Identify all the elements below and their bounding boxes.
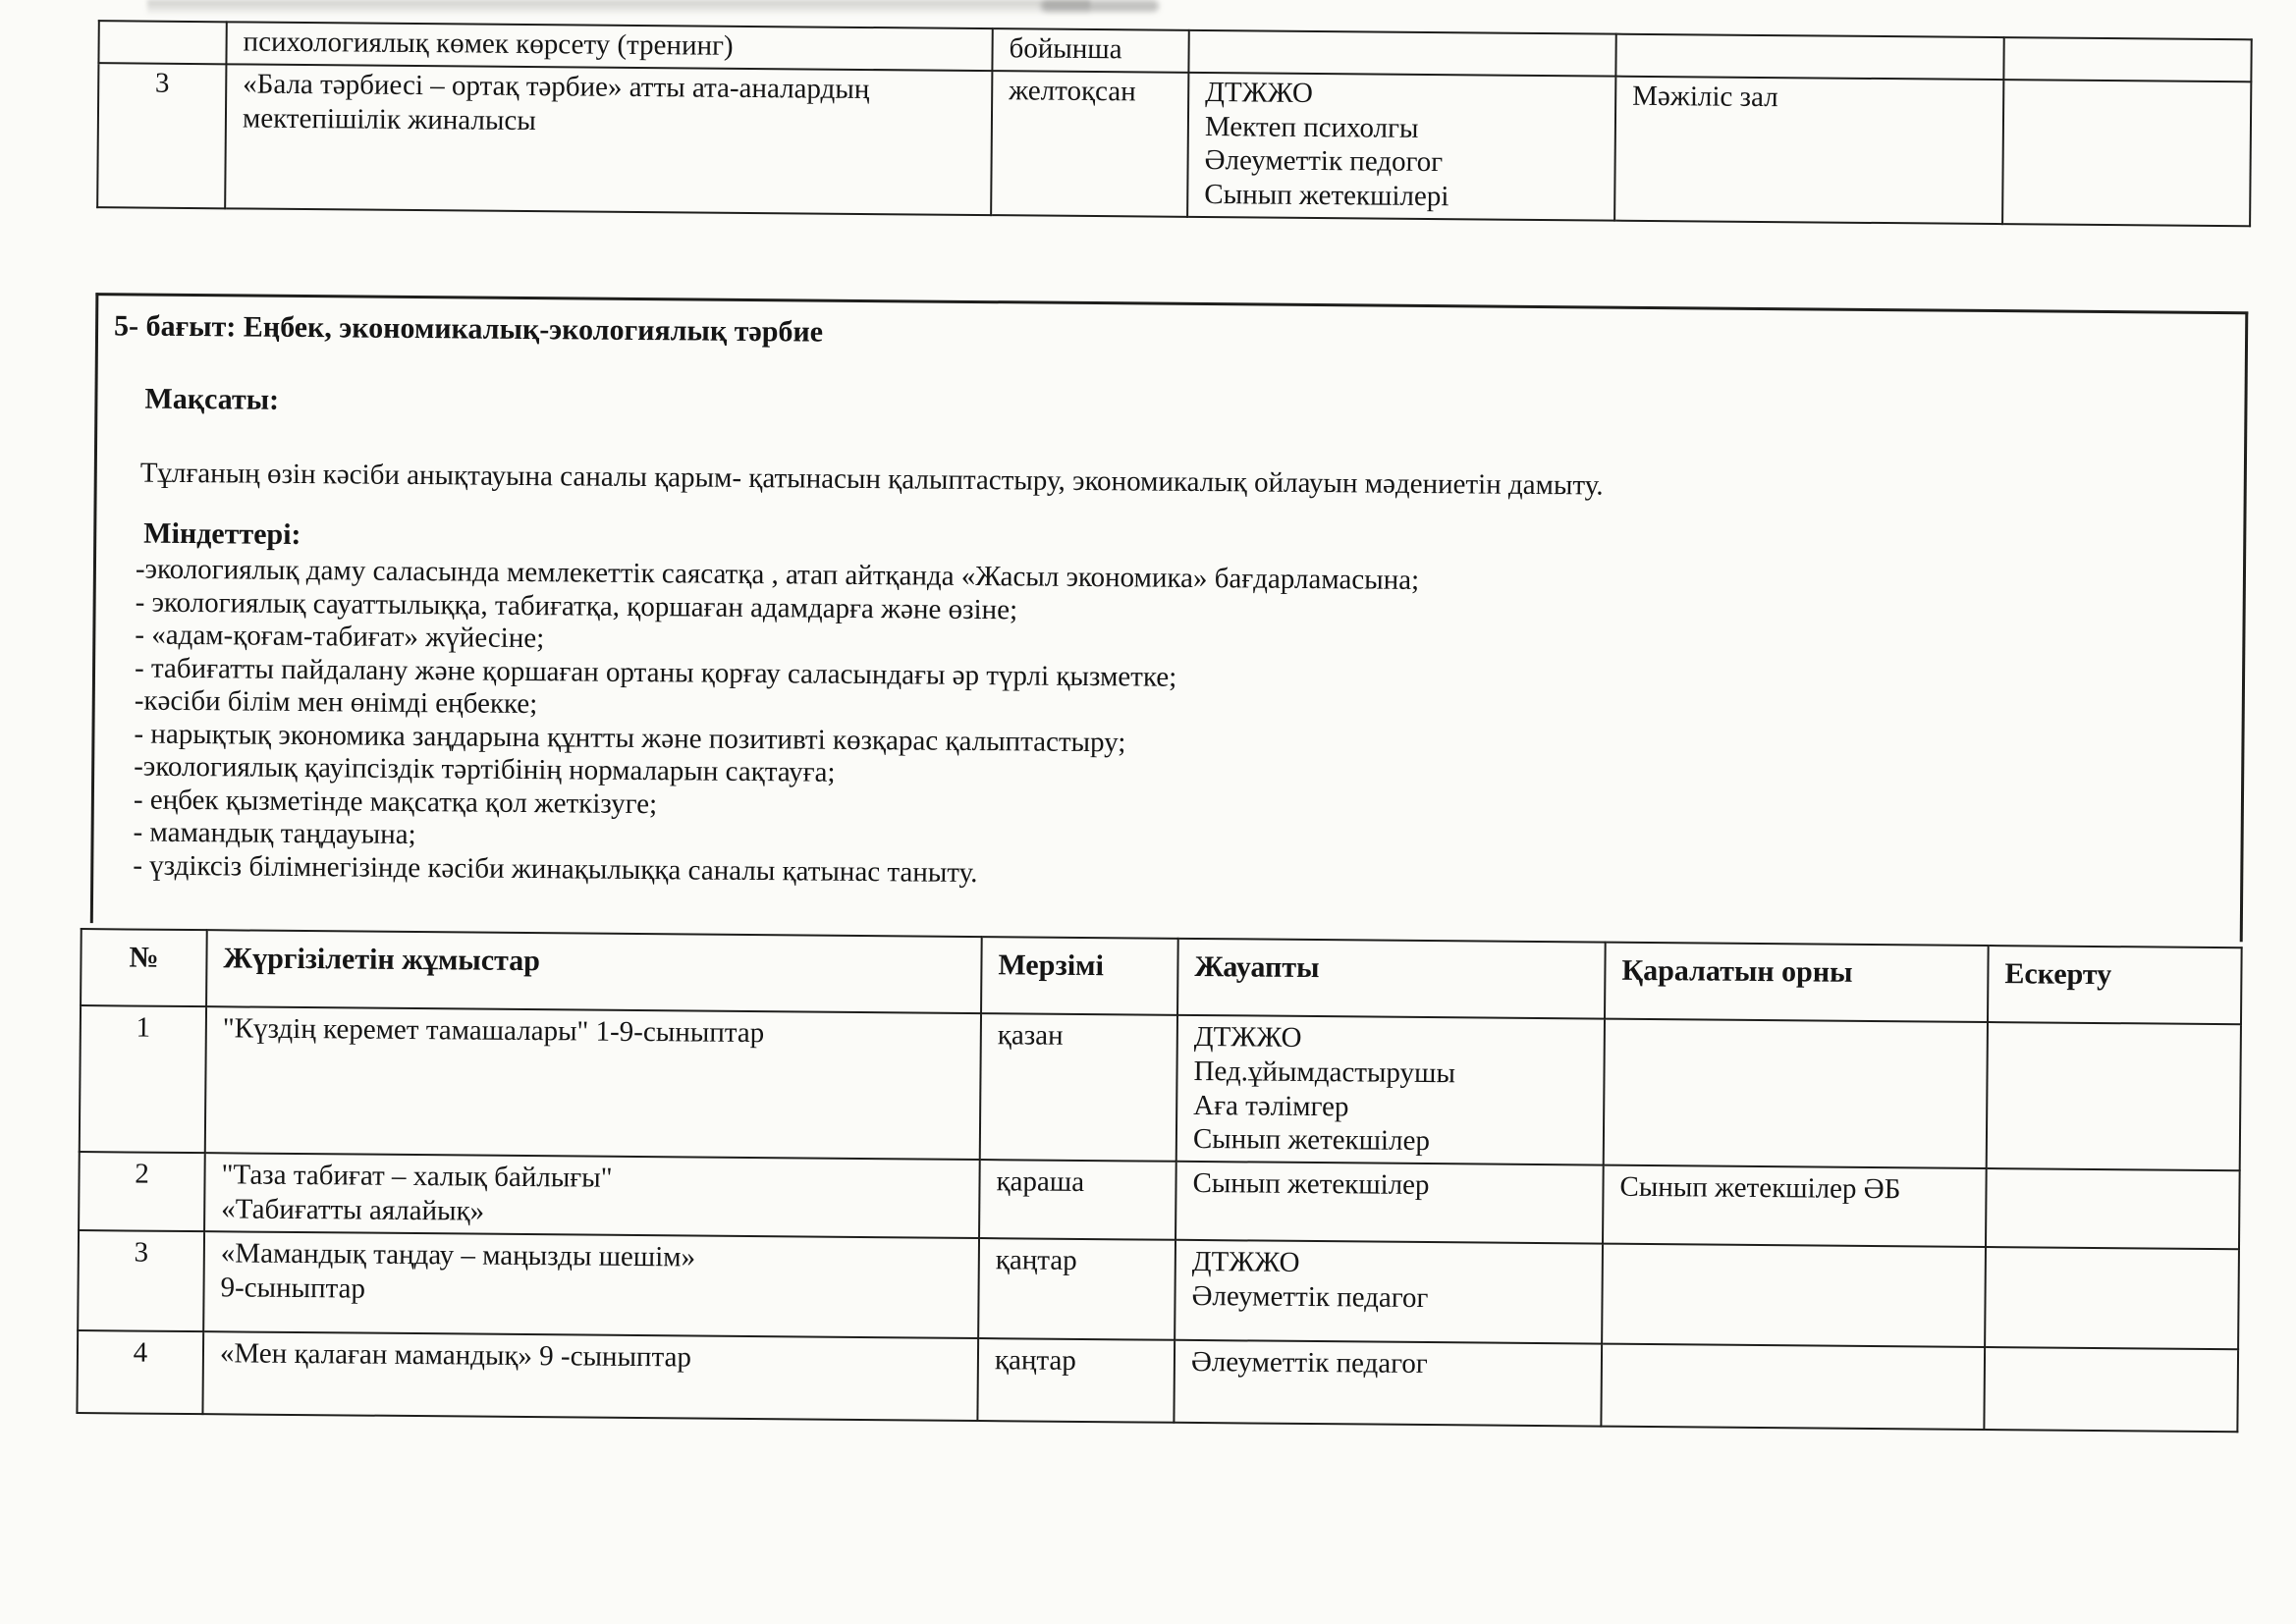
row-number-cell: 2 [79,1152,205,1231]
responsible-cell: ДТЖЖО Әлеуметтік педагог [1175,1240,1603,1344]
task-list [133,554,2243,901]
task-item: - мамандық таңдауына; [133,816,416,851]
section-title: 5- бағыт: Еңбек, экономикалық-экологиялық тәрбие [113,309,824,349]
note-cell [2003,37,2251,81]
col-header-work: Жүргізілетін жұмыстар [206,930,982,1013]
term-cell: қаңтар [977,1338,1175,1423]
term-cell: бойынша [992,28,1188,73]
task-item: -экологиялық қауіпсіздік тәртібінің нормаларын сақтауға; [134,750,836,788]
note-cell [1986,1168,2240,1249]
tasks-label: Міндеттері: [143,516,301,551]
term-cell: қаңтар [978,1238,1175,1340]
plan-table [76,928,2242,1433]
row-number-cell: 4 [77,1330,203,1414]
place-cell [1604,1019,1988,1169]
work-cell: «Мамандық таңдау – маңызды шешім» 9-сыныптар [203,1231,979,1338]
work-cell: "Күздің керемет тамашалары" 1-9-сыныптар [205,1006,981,1160]
row-number-cell [98,21,226,64]
place-cell: Мәжіліс зал [1614,76,2003,224]
goal-label: Мақсаты: [144,382,280,416]
responsible-cell [1188,30,1615,77]
task-item: - нарықтық экономика заңдарына құнтты және позитивті көзқарас қалыптастыру; [134,718,1126,758]
task-item: - табиғатты пайдалану және қоршаған ортаны қорғау саласындағы әр түрлі қызметке; [134,652,1177,693]
top-table [96,20,2253,227]
task-item: - экологиялық сауаттылыққа, табиғатқа, қоршаған адамдарға және өзіне; [135,586,1018,625]
col-header-responsible: Жауапты [1177,939,1606,1019]
table-row [97,63,2251,226]
responsible-cell: ДТЖЖО Мектеп психолгы Әлеуметтік педогог Сынып жетекшілері [1187,73,1615,221]
task-item: - «адам-қоғам-табиғат» жүйесіне; [135,619,545,655]
col-header-note: Ескерту [1988,946,2242,1024]
note-cell [1987,1022,2241,1170]
work-cell: «Мен қалаған мамандық» 9 -сыныптар [202,1331,978,1421]
section-box [90,293,2249,942]
term-cell: желтоқсан [991,71,1188,217]
note-cell [1985,1247,2239,1349]
task-item: - еңбек қызметінде мақсатқа қол жеткізуге; [133,784,658,820]
term-cell: қазан [980,1013,1177,1162]
col-header-term: Мерзімі [981,937,1178,1015]
goal-text: Тұлғаның өзін кәсіби анықтауына саналы қарым- қатынасын қалыптастыру, экономикалық ойлауын мәдениетін дамыту. [139,457,1604,502]
row-number-cell: 3 [97,63,226,208]
note-cell [1984,1347,2238,1432]
note-cell [2002,80,2251,226]
term-cell: қараша [979,1160,1176,1239]
work-cell: психологиялық көмек көрсету (тренинг) [226,22,992,71]
work-cell: «Бала тәрбиесі – ортақ тәрбие» атты ата-аналардың мектепішілік жиналысы [225,64,992,215]
col-header-place: Қаралатын орны [1605,943,1989,1022]
responsible-cell: Әлеуметтік педагог [1174,1340,1602,1427]
row-number-cell: 3 [78,1230,204,1331]
place-cell [1601,1343,1985,1429]
place-cell: Сынып жетекшілер ӘБ [1603,1165,1987,1247]
task-item: -экологиялық даму саласында мемлекеттік саясатқа , атап айтқанда «Жасыл экономика» бағдарламасына; [135,553,1420,596]
table-row [80,1005,2241,1170]
row-number-cell: 1 [80,1005,206,1153]
table-row [78,1230,2239,1349]
task-item: - үздіксіз білімнегізінде кәсіби жинақылыққа саналы қатынас таныту. [133,849,978,889]
work-cell: "Таза табиғат – халық байлығы" «Табиғатты аялайық» [204,1153,980,1237]
place-cell [1615,34,2003,80]
table-row [77,1330,2238,1432]
col-header-number: № [81,929,207,1006]
place-cell [1602,1243,1986,1346]
responsible-cell: ДТЖЖО Пед.ұйымдастырушы Аға тәлімгер Сынып жетекшілер [1176,1015,1605,1165]
responsible-cell: Сынып жетекшілер [1175,1162,1604,1243]
task-item: -кәсіби білім мен өнімді еңбекке; [134,684,538,721]
